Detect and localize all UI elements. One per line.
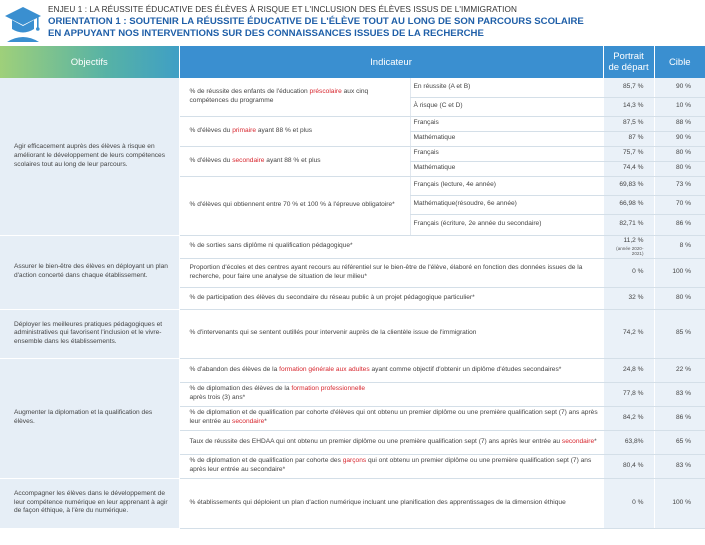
objectif-5: Accompagner les élèves dans le développement de leur compétence numérique en leur apprenant à agir de façon éthique, à l'ère du numérique. — [0, 478, 179, 528]
portrait-value — [603, 235, 654, 258]
indicateur — [179, 382, 603, 406]
indicateur — [179, 406, 603, 430]
portrait-value: 0 % — [603, 258, 654, 287]
col-indicateur: Indicateur — [179, 46, 603, 78]
cible-value: 100 % — [654, 478, 705, 528]
indicateur-text: % de diplomation et de qualification par cohorte d'élèves qui ont obtenu un premier diplôme ou une première qualification sept (7) ans après leur entrée au — [189, 409, 598, 425]
indicateur — [179, 358, 603, 382]
indicateur-text: aux cinq compétences du programme — [189, 88, 369, 104]
col-portrait-line-1: Portrait — [613, 51, 644, 62]
sub-indicateur: Mathématique — [410, 161, 603, 176]
col-portrait — [603, 46, 654, 78]
portrait-value: 63,8% — [603, 430, 654, 454]
indicateur-text: % d'élèves du — [189, 126, 233, 134]
indicateur — [179, 78, 410, 116]
table-row — [0, 309, 705, 358]
cible-value: 83 % — [654, 454, 705, 478]
indicateur-highlight: préscolaire — [309, 88, 342, 96]
objectif-2: Assurer le bien-être des élèves en déployant un plan d'action concerté dans chaque établissement. — [0, 235, 179, 309]
portrait-value: 87,5 % — [603, 116, 654, 131]
cible-value: 10 % — [654, 97, 705, 116]
cible-value: 70 % — [654, 195, 705, 214]
table-header-row — [0, 46, 705, 78]
table-row — [0, 78, 705, 97]
indicateur — [179, 116, 410, 146]
portrait-value: 14,3 % — [603, 97, 654, 116]
portrait-value: 87 % — [603, 131, 654, 146]
indicateur: % établissements qui déploient un plan d'action numérique incluant une planification des apprentissages de la dimension éthique — [179, 478, 603, 528]
orientation-line-2: EN APPUYANT NOS INTERVENTIONS SUR DES CONNAISSANCES ISSUES DE LA RECHERCHE — [48, 28, 484, 39]
cible-value: 85 % — [654, 309, 705, 358]
cible-value: 80 % — [654, 161, 705, 176]
indicateur-text: % de réussite des enfants de l'éducation — [189, 88, 310, 96]
sub-indicateur: En réussite (A et B) — [410, 78, 603, 97]
indicateur-highlight: secondaire — [561, 437, 595, 445]
col-objectifs: Objectifs — [0, 46, 179, 78]
portrait-value-text: 11,2 % — [623, 237, 644, 245]
portrait-value: 0 % — [603, 478, 654, 528]
enjeu-title: ENJEU 1 : LA RÉUSSITE ÉDUCATIVE DES ÉLÈVES À RISQUE ET L'INCLUSION DES ÉLÈVES ISSUS DE L'IMMIGRATION — [48, 5, 518, 14]
sub-indicateur: Français (écriture, 2e année du secondaire) — [410, 214, 603, 235]
orientation-title — [48, 16, 584, 40]
portrait-value: 82,71 % — [603, 214, 654, 235]
orientation-line-1: ORIENTATION 1 : SOUTENIR LA RÉUSSITE ÉDUCATIVE DE L'ÉLÈVE TOUT AU LONG DE SON PARCOURS SCOLAIRE — [48, 16, 584, 27]
header — [0, 0, 705, 46]
sub-indicateur: Mathématique — [410, 131, 603, 146]
col-portrait-line-2: de départ — [608, 62, 649, 73]
sub-indicateur: Français — [410, 116, 603, 131]
indicateur-text: ayant 88 % et plus — [264, 156, 321, 164]
indicateur-highlight: formation professionnelle — [291, 385, 366, 393]
cible-value: 80 % — [654, 146, 705, 161]
sub-indicateur: À risque (C et D) — [410, 97, 603, 116]
portrait-value: 69,83 % — [603, 176, 654, 195]
indicateur: % de sorties sans diplôme ni qualification pédagogique* — [179, 235, 603, 258]
cible-value: 90 % — [654, 78, 705, 97]
sub-indicateur: Français — [410, 146, 603, 161]
portrait-value: 75,7 % — [603, 146, 654, 161]
indicateur — [179, 146, 410, 176]
portrait-value: 74,4 % — [603, 161, 654, 176]
portrait-note: (année 2020-2021) — [616, 245, 644, 256]
indicateur — [179, 454, 603, 478]
sub-indicateur: Français (lecture, 4e année) — [410, 176, 603, 195]
cible-value: 8 % — [654, 235, 705, 258]
indicateur: Proportion d'écoles et des centres ayant recours au référentiel sur le bien-être de l'élève, élaboré en fonction des données issues de la recherche, pour faire une analyse de situation de leur milieu* — [179, 258, 603, 287]
indicateur: % de participation des élèves du secondaire du réseau public à un projet pédagogique particulier* — [179, 287, 603, 309]
indicateur-text: % d'abandon des élèves de la — [189, 365, 280, 373]
indicateur-highlight: primaire — [232, 126, 257, 134]
cible-value: 90 % — [654, 131, 705, 146]
objectif-3: Déployer les meilleures pratiques pédagogiques et administratives qui favorisent l'inclusion et le vivre-ensemble dans les établissements. — [0, 309, 179, 358]
col-cible: Cible — [654, 46, 705, 78]
indicateur-highlight: secondaire — [232, 418, 265, 425]
indicateur-text: * — [264, 418, 267, 425]
indicateur — [179, 430, 603, 454]
portrait-value: 24,8 % — [603, 358, 654, 382]
cible-value: 83 % — [654, 382, 705, 406]
portrait-value: 84,2 % — [603, 406, 654, 430]
cible-value: 73 % — [654, 176, 705, 195]
indicateur-text: % d'élèves du — [189, 156, 233, 164]
indicateur-text: * — [594, 437, 597, 445]
cible-value: 86 % — [654, 406, 705, 430]
table-row — [0, 358, 705, 382]
indicateur-highlight: secondaire — [232, 156, 265, 164]
portrait-value: 74,2 % — [603, 309, 654, 358]
indicateur-text: % de diplomation des élèves de la — [189, 385, 292, 393]
portrait-value: 77,8 % — [603, 382, 654, 406]
cible-value: 22 % — [654, 358, 705, 382]
portrait-value: 80,4 % — [603, 454, 654, 478]
portrait-value: 32 % — [603, 287, 654, 309]
indicateur-highlight: formation générale aux adultes — [279, 365, 370, 373]
cible-value: 86 % — [654, 214, 705, 235]
indicateur-text: après trois (3) ans* — [189, 394, 246, 401]
indicateur-text: ayant comme objectif d'obtenir un diplôme d'études secondaires* — [369, 365, 562, 373]
sub-indicateur: Mathématique(résoudre, 6e année) — [410, 195, 603, 214]
objectif-1: Agir efficacement auprès des élèves à risque en améliorant le développement de leurs compétences scolaires tout au long de leur parcours. — [0, 78, 179, 235]
indicateur-highlight: garçons — [342, 457, 367, 465]
indicateur-text: ayant 88 % et plus — [256, 126, 313, 134]
cible-value: 88 % — [654, 116, 705, 131]
indicateur: % d'élèves qui obtiennent entre 70 % et 100 % à l'épreuve obligatoire* — [179, 176, 410, 235]
indicateur-text: % de diplomation et de qualification par cohorte des — [189, 457, 343, 465]
indicateur: % d'intervenants qui se sentent outillés pour intervenir auprès de la clientèle issue de l'immigration — [179, 309, 603, 358]
cible-value: 80 % — [654, 287, 705, 309]
cible-value: 65 % — [654, 430, 705, 454]
portrait-value: 66,98 % — [603, 195, 654, 214]
graduation-cap-icon — [3, 2, 43, 42]
objectif-4: Augmenter la diplomation et la qualification des élèves. — [0, 358, 179, 478]
indicateur-text: qui ont obtenu un premier diplôme ou une première qualification sept (7) ans après leur entrée au secondaire* — [189, 457, 592, 473]
objectives-table — [0, 46, 705, 529]
indicateur-text: Taux de réussite des EHDAA qui ont obtenu un premier diplôme ou une première qualification sept (7) ans après leur entrée au — [189, 437, 562, 445]
table-row — [0, 478, 705, 528]
table-row — [0, 235, 705, 258]
cible-value: 100 % — [654, 258, 705, 287]
portrait-value: 85,7 % — [603, 78, 654, 97]
